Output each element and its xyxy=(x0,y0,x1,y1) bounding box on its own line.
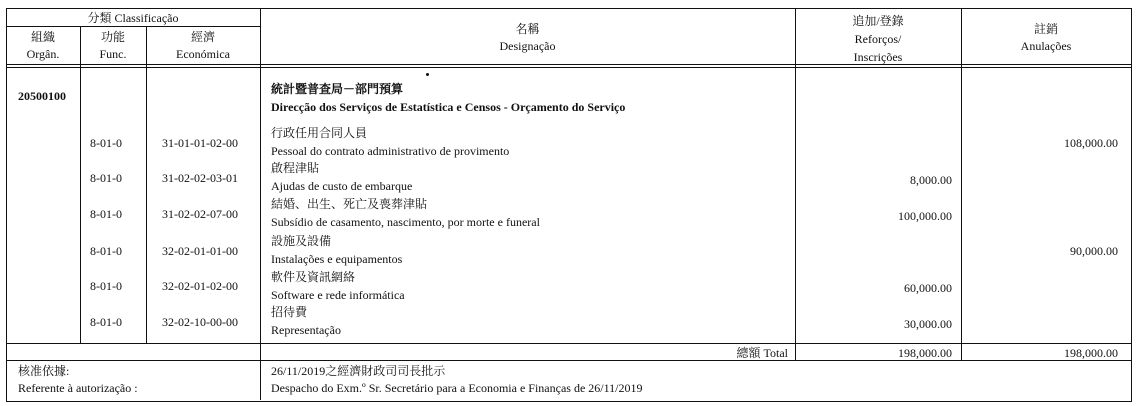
col-divider-organ xyxy=(80,26,81,343)
row-desig-pt: Pessoal do contrato administrativo de provimento xyxy=(271,144,510,158)
row-desig-pt: Subsídio de casamento, nascimento, por morte e funeral xyxy=(271,215,540,229)
row-desig-zh: 設施及設備 xyxy=(271,234,332,248)
col-divider-func xyxy=(146,26,147,343)
authorization-text-zh: 26/11/2019之經濟財政司司長批示 xyxy=(271,364,446,378)
row-desig-pt: Instalações e equipamentos xyxy=(271,252,403,266)
authorization-label-zh: 核准依據: xyxy=(18,364,70,378)
reforco-header-pt1: Reforços/ xyxy=(854,32,902,46)
organ-header-zh: 組織 xyxy=(30,30,55,44)
econ-header-pt: Económica xyxy=(176,47,230,61)
col-divider-reforco xyxy=(961,8,962,360)
reforco-header-pt2: Inscrições xyxy=(853,50,903,64)
authorization-text-pt: Despacho do Exm.º Sr. Secretário para a Economia e Finanças de 26/11/2019 xyxy=(271,381,643,395)
row-func: 8-01-0 xyxy=(90,279,122,293)
organ-code: 20500100 xyxy=(18,89,66,103)
row-desig-pt: Ajudas de custo de embarque xyxy=(271,179,413,193)
total-label: 總額 Total xyxy=(736,346,788,360)
row-desig-zh: 結婚、出生、死亡及喪葬津貼 xyxy=(271,197,428,211)
row-desig-zh: 軟件及資訊網絡 xyxy=(271,270,356,284)
service-title-zh: 統計暨普查局－部門預算 xyxy=(271,82,404,96)
classification-divider xyxy=(6,26,260,27)
total-anulacao: 198,000.00 xyxy=(1064,346,1118,360)
func-header-pt: Func. xyxy=(99,47,127,61)
row-desig-zh: 啟程津貼 xyxy=(271,161,320,175)
row-func: 8-01-0 xyxy=(90,244,122,258)
row-func: 8-01-0 xyxy=(90,315,122,329)
row-econ: 31-02-02-03-01 xyxy=(162,171,238,185)
row-reforco: 60,000.00 xyxy=(904,281,952,295)
anulacao-header-pt: Anulações xyxy=(1020,39,1072,53)
col-divider-econ xyxy=(260,8,261,400)
row-func: 8-01-0 xyxy=(90,171,122,185)
organ-header-pt: Orgân. xyxy=(26,47,60,61)
total-top-rule xyxy=(6,343,1131,344)
row-econ: 32-02-01-01-00 xyxy=(162,244,238,258)
service-title-pt: Direcção dos Serviços de Estatística e Censos - Orçamento do Serviço xyxy=(271,100,626,114)
reforco-header-zh: 追加/登錄 xyxy=(852,14,904,28)
row-reforco: 8,000.00 xyxy=(910,173,952,187)
row-func: 8-01-0 xyxy=(90,207,122,221)
budget-table xyxy=(6,8,1132,402)
header-bottom-rule xyxy=(6,64,1131,65)
row-reforco: 30,000.00 xyxy=(904,317,952,331)
func-header-zh: 功能 xyxy=(100,30,125,44)
row-anulacao: 90,000.00 xyxy=(1070,244,1118,258)
row-econ: 31-01-01-02-00 xyxy=(162,136,238,150)
total-reforco: 198,000.00 xyxy=(898,346,952,360)
anulacao-header-zh: 註銷 xyxy=(1033,22,1058,36)
designation-header-zh: 名稱 xyxy=(515,22,540,36)
row-econ: 31-02-02-07-00 xyxy=(162,207,238,221)
row-desig-pt: Software e rede informática xyxy=(271,288,405,302)
row-desig-pt: Representação xyxy=(271,323,341,337)
header-bottom-rule-2 xyxy=(6,67,1131,68)
row-func: 8-01-0 xyxy=(90,136,122,150)
row-desig-zh: 行政任用合同人員 xyxy=(271,126,368,140)
authorization-label-pt: Referente à autorização : xyxy=(18,381,138,395)
row-anulacao: 108,000.00 xyxy=(1064,136,1118,150)
row-reforco: 100,000.00 xyxy=(898,209,952,223)
classification-header: 分類 Classificação xyxy=(87,11,179,25)
row-econ: 32-02-01-02-00 xyxy=(162,279,238,293)
total-bottom-rule xyxy=(6,360,1131,361)
scan-speck xyxy=(426,73,429,76)
designation-header-pt: Designação xyxy=(499,39,556,53)
row-econ: 32-02-10-00-00 xyxy=(162,315,238,329)
row-desig-zh: 招待費 xyxy=(271,305,308,319)
econ-header-zh: 經濟 xyxy=(190,30,215,44)
